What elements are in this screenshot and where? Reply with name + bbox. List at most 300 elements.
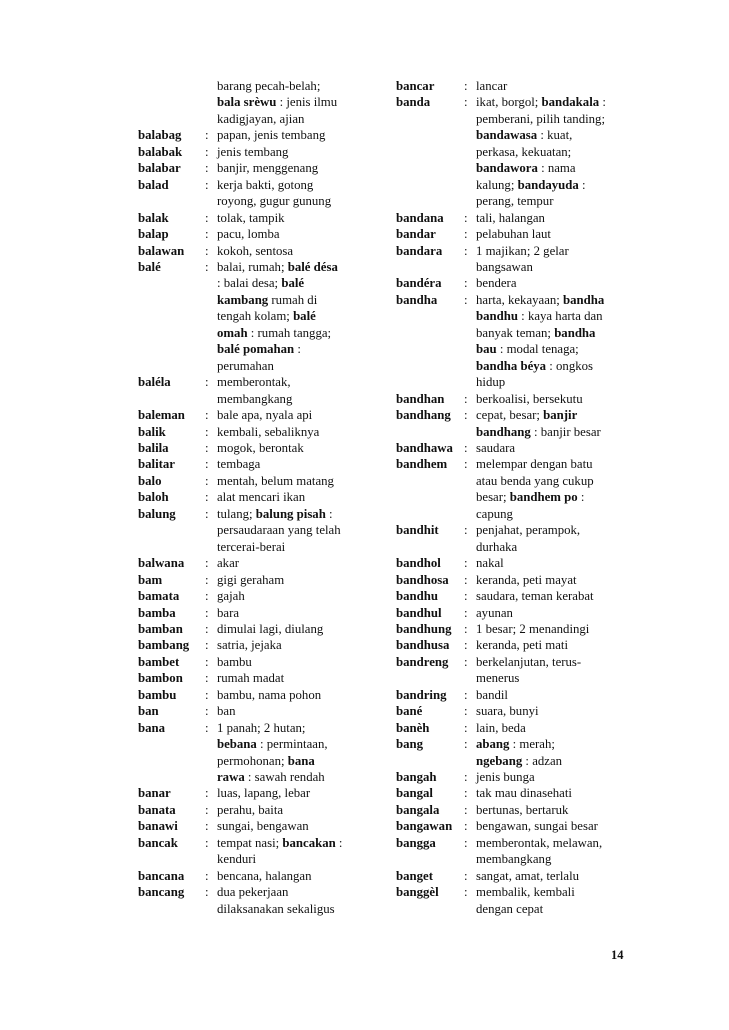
definition-text: akar [217,556,240,571]
entry-headword: bandring [396,687,447,702]
definition-text: : kaya harta dan banyak teman; [476,309,603,340]
definition-text: : banjir besar [530,424,601,439]
entry-definition [476,654,636,687]
dictionary-entry [138,572,373,588]
dictionary-entry [138,226,373,242]
entry-headword: bangawan [396,819,453,834]
definition-text: : rumah tangga; [250,325,332,340]
entry-separator: : [464,638,468,653]
entry-headword: bangga [396,835,436,850]
entry-headword: bandhung [396,621,452,636]
dictionary-entry [396,703,636,719]
entry-definition [476,818,636,834]
derived-headword: bandhem po [509,490,578,505]
entry-headword: banar [138,786,171,801]
definition-text: barang pecah-belah; [217,79,321,93]
definition-text: kembali, sebaliknya [217,424,320,439]
entry-definition [476,720,636,736]
dictionary-entry [396,637,636,653]
derived-headword: bandhu [476,309,518,324]
definition-text: : adzan [522,753,563,768]
entry-separator: : [205,572,209,587]
derived-headword: bandawora [476,161,538,176]
entry-definition [217,456,373,472]
entry-separator: : [464,440,468,455]
entry-headword: bamban [138,621,183,636]
dictionary-entry [396,226,636,242]
definition-text: bencana, halangan [217,868,312,883]
dictionary-entry [396,572,636,588]
entry-definition [217,160,373,176]
derived-headword: balé [293,309,316,324]
definition-text: jenis bunga [476,770,535,785]
entry-separator: : [205,457,209,472]
entry-definition [476,440,636,456]
dictionary-entry [138,473,373,489]
entry-headword: bang [396,737,424,752]
entry-separator: : [464,243,468,258]
definition-text: banjir, menggenang [217,161,319,176]
definition-text: mogok, berontak [217,440,304,455]
derived-headword: bandakala [541,95,600,110]
dictionary-entry [396,802,636,818]
definition-text: : nama kalung; [476,161,576,192]
dictionary-entry [138,884,373,917]
entry-definition [476,94,636,209]
entry-headword: balitar [138,457,175,472]
entry-definition [476,78,636,94]
entry-separator: : [464,720,468,735]
entry-separator: : [464,523,468,538]
definition-text: harta, kekayaan; [476,292,564,307]
derived-headword: balé pomahan [217,342,295,357]
entry-separator: : [205,259,209,274]
definition-text: balai, rumah; [217,259,288,274]
dictionary-entry [396,818,636,834]
dictionary-entry [396,210,636,226]
definition-text: cepat, besar; [476,408,544,423]
entry-headword: balad [138,177,169,192]
entry-headword: balila [138,440,169,455]
dictionary-entry [396,835,636,868]
entry-headword: bandhul [396,605,442,620]
entry-separator: : [205,605,209,620]
dictionary-entry [396,391,636,407]
entry-separator: : [205,704,209,719]
entry-definition [476,868,636,884]
entry-definition [217,835,373,868]
entry-headword: balabar [138,161,181,176]
entry-separator: : [464,408,468,423]
definition-text: : jenis ilmu kadigjayan, ajian [217,95,338,126]
entry-separator: : [464,95,468,110]
entry-headword: bané [396,704,423,719]
entry-definition [217,703,373,719]
entry-definition [476,769,636,785]
entry-headword: banget [396,868,433,883]
entry-separator: : [205,490,209,505]
entry-headword: bandhawa [396,440,453,455]
entry-separator: : [464,572,468,587]
entry-separator: : [464,391,468,406]
entry-headword: baloh [138,490,169,505]
definition-text: rumah madat [217,671,285,686]
entry-separator: : [205,210,209,225]
definition-text: tolak, tampik [217,210,285,225]
dictionary-entry [396,720,636,736]
definition-text: : pemberani, pilih tanding; [476,95,606,126]
entry-separator: : [205,243,209,258]
right-column [396,78,636,917]
definition-text: : capung [476,490,585,521]
entry-headword: balap [138,227,169,242]
dictionary-entry [138,720,373,786]
entry-definition [476,687,636,703]
dictionary-entry [138,160,373,176]
entry-separator: : [205,819,209,834]
entry-headword: bamata [138,589,180,604]
entry-definition [217,424,373,440]
definition-text: keranda, peti mayat [476,572,577,587]
entry-definition [476,621,636,637]
entry-definition [217,440,373,456]
dictionary-entry [138,78,373,127]
entry-headword: bam [138,572,163,587]
entry-separator: : [205,654,209,669]
definition-text: : balai desa; [217,276,279,291]
entry-separator: : [464,79,468,93]
definition-text: alat mencari ikan [217,490,306,505]
dictionary-entry [396,522,636,555]
entry-headword: baléla [138,375,171,390]
entry-separator: : [205,802,209,817]
dictionary-entry [138,670,373,686]
definition-text: tempat nasi; [217,835,283,850]
entry-definition [217,555,373,571]
dictionary-entry [138,144,373,160]
dictionary-entry [138,259,373,374]
entry-separator: : [464,589,468,604]
entry-separator: : [205,408,209,423]
entry-headword: ban [138,704,159,719]
definition-text: bengawan, sungai besar [476,819,598,834]
derived-headword: bebana [217,737,257,752]
entry-separator: : [464,621,468,636]
entry-definition [476,785,636,801]
dictionary-entry [396,868,636,884]
entry-headword: balung [138,506,176,521]
entry-definition [476,605,636,621]
entry-definition [476,522,636,555]
dictionary-entry [138,127,373,143]
entry-definition [476,275,636,291]
entry-definition [217,259,373,374]
definition-text: : perumahan [217,342,301,373]
definition-text: bambu, nama pohon [217,687,322,702]
definition-text: lain, beda [476,720,526,735]
dictionary-entry [138,605,373,621]
entry-definition [217,127,373,143]
definition-text: perahu, baita [217,802,284,817]
entry-headword: balabag [138,128,182,143]
definition-text: membalik, kembali dengan cepat [476,885,575,916]
entry-headword: bangala [396,802,440,817]
definition-text: 1 besar; 2 menandingi [476,621,590,636]
entry-separator: : [464,687,468,702]
entry-headword: banggèl [396,885,439,900]
definition-text: memberontak, melawan, membangkang [476,835,603,867]
entry-definition [476,884,636,917]
entry-headword: balo [138,473,162,488]
definition-text: bertunas, bertaruk [476,802,569,817]
definition-text: 1 majikan; 2 gelar bangsawan [476,243,569,274]
entry-headword: bancana [138,868,185,883]
definition-text: gigi geraham [217,572,285,587]
entry-definition [217,588,373,604]
definition-text: sangat, amat, terlalu [476,868,580,883]
entry-definition [217,637,373,653]
definition-text: luas, lapang, lebar [217,786,311,801]
entry-separator: : [205,835,209,850]
definition-text: gajah [217,589,245,604]
dictionary-entry [138,637,373,653]
entry-definition [217,605,373,621]
entry-definition [476,407,636,440]
definition-text: sungai, bengawan [217,819,309,834]
dictionary-entry [138,818,373,834]
entry-definition [476,292,636,391]
definition-text: penjahat, perampok, durhaka [476,523,581,554]
entry-separator: : [205,556,209,571]
entry-separator: : [205,720,209,735]
entry-separator: : [464,802,468,817]
entry-headword: bandhol [396,556,441,571]
entry-definition [217,802,373,818]
entry-definition [217,210,373,226]
entry-headword: banawi [138,819,178,834]
definition-text: berkelanjutan, terus- menerus [476,654,582,686]
entry-separator: : [464,654,468,669]
derived-headword: kambang [217,292,269,307]
definition-text: saudara, teman kerabat [476,589,594,604]
definition-text: dua pekerjaan dilaksanakan sekaligus [217,885,335,916]
entry-headword: balawan [138,243,185,258]
entry-separator: : [205,868,209,883]
definition-text: saudara [476,440,516,455]
entry-separator: : [205,227,209,242]
derived-headword: bandayuda [517,177,579,192]
entry-separator: : [464,210,468,225]
entry-definition [217,226,373,242]
entry-headword: bambang [138,638,190,653]
dictionary-entry [138,835,373,868]
entry-separator: : [205,671,209,686]
entry-separator: : [205,885,209,900]
definition-text: 1 panah; 2 hutan; [217,720,306,735]
entry-definition [476,226,636,242]
entry-separator: : [205,589,209,604]
dictionary-entry [138,785,373,801]
definition-text: bendera [476,276,517,291]
entry-headword: banèh [396,720,430,735]
entry-headword: bambu [138,687,177,702]
dictionary-entry [396,407,636,440]
dictionary-entry [396,440,636,456]
derived-headword: bandhang [476,424,531,439]
definition-text: : sawah rendah [244,770,325,785]
definition-text: keranda, peti mati [476,638,569,653]
entry-headword: bandhan [396,391,445,406]
dictionary-entry [396,588,636,604]
entry-separator: : [205,687,209,702]
derived-headword: ngebang [476,753,523,768]
dictionary-entry [138,456,373,472]
definition-text: memberontak, membangkang [217,375,293,406]
dictionary-entry [138,407,373,423]
definition-text: tulang; [217,506,256,521]
entry-definition [217,506,373,555]
entry-headword: bandhit [396,523,439,538]
definition-text: : ongkos hidup [476,358,593,390]
definition-text: dimulai lagi, diulang [217,621,324,636]
dictionary-entry [138,621,373,637]
entry-definition [476,703,636,719]
dictionary-entry [396,654,636,687]
entry-definition [476,802,636,818]
definition-text: kokoh, sentosa [217,243,294,258]
entry-definition [217,670,373,686]
entry-headword: bandana [396,210,444,225]
dictionary-entry [138,555,373,571]
entry-definition [476,391,636,407]
dictionary-entry [396,275,636,291]
entry-separator: : [205,161,209,176]
dictionary-entry [396,78,636,94]
entry-headword: bangal [396,786,433,801]
definition-text: ayunan [476,605,513,620]
entry-separator: : [464,819,468,834]
entry-headword: balik [138,424,166,439]
entry-headword: bandhem [396,457,448,472]
definition-text: rumah di tengah kolam; [217,292,318,324]
derived-headword: bancakan [282,835,336,850]
entry-definition [476,555,636,571]
entry-headword: bandhu [396,589,438,604]
definition-text: tembaga [217,457,261,472]
entry-headword: bandara [396,243,443,258]
definition-text: : permintaan, permohonan; [217,737,328,768]
definition-text: : kuat, perkasa, kekuatan; [476,128,573,159]
entry-headword: banda [396,95,431,110]
derived-headword: bana [287,753,315,768]
dictionary-entry [396,621,636,637]
entry-headword: bandhang [396,408,451,423]
entry-separator: : [205,638,209,653]
entry-definition [217,785,373,801]
entry-definition [217,572,373,588]
entry-definition [217,884,373,917]
dictionary-entry [396,736,636,769]
definition-text: melempar dengan batu atau benda yang cukup besar; [476,457,594,505]
dictionary-entry [138,489,373,505]
entry-separator: : [205,375,209,390]
entry-headword: banata [138,802,176,817]
dictionary-entry [396,555,636,571]
dictionary-entry [138,210,373,226]
definition-text: : kenduri [217,835,343,867]
dictionary-entry [138,243,373,259]
definition-text: : merah; [512,737,555,752]
entry-separator: : [464,556,468,571]
definition-text: tali, halangan [476,210,545,225]
entry-definition [217,407,373,423]
definition-text: : persaudaraan yang telah tercerai-berai [217,506,341,554]
entry-headword: balabak [138,144,183,159]
dictionary-entry [396,243,636,276]
entry-definition [217,374,373,407]
definition-text: mentah, belum matang [217,473,334,488]
entry-separator: : [464,276,468,291]
entry-headword: bangah [396,770,437,785]
entry-definition [217,473,373,489]
dictionary-entry [138,506,373,555]
derived-headword: bandha [563,292,605,307]
entry-headword: balwana [138,556,185,571]
entry-definition [476,243,636,276]
entry-separator: : [205,128,209,143]
entry-separator: : [205,424,209,439]
derived-headword: abang [476,737,510,752]
entry-headword: bamba [138,605,176,620]
definition-text: nakal [476,556,504,571]
dictionary-entry [138,588,373,604]
definition-text: lancar [476,79,508,93]
definition-text: tak mau dinasehati [476,786,572,801]
entry-definition [217,177,373,210]
entry-separator: : [205,506,209,521]
definition-text: bara [217,605,240,620]
entry-separator: : [205,621,209,636]
dictionary-entry [138,424,373,440]
entry-separator: : [205,473,209,488]
dictionary-entry [396,94,636,209]
entry-definition [476,736,636,769]
entry-definition [217,243,373,259]
entry-separator: : [464,786,468,801]
left-column [138,78,373,917]
entry-headword: balak [138,210,169,225]
entry-separator: : [205,144,209,159]
entry-definition [476,456,636,522]
definition-text: suara, bunyi [476,704,539,719]
entry-definition [217,654,373,670]
entry-separator: : [464,292,468,307]
dictionary-entry [396,785,636,801]
entry-separator: : [205,177,209,192]
entry-definition [476,835,636,868]
entry-headword: bambet [138,654,180,669]
entry-separator: : [464,737,468,752]
entry-definition [217,78,373,127]
entry-definition [217,687,373,703]
dictionary-entry [396,687,636,703]
entry-definition [217,621,373,637]
derived-headword: bandha béya [476,358,547,373]
entry-definition [476,572,636,588]
entry-separator: : [205,440,209,455]
definition-text: satria, jejaka [217,638,282,653]
definition-text: : perang, tempur [476,177,586,209]
